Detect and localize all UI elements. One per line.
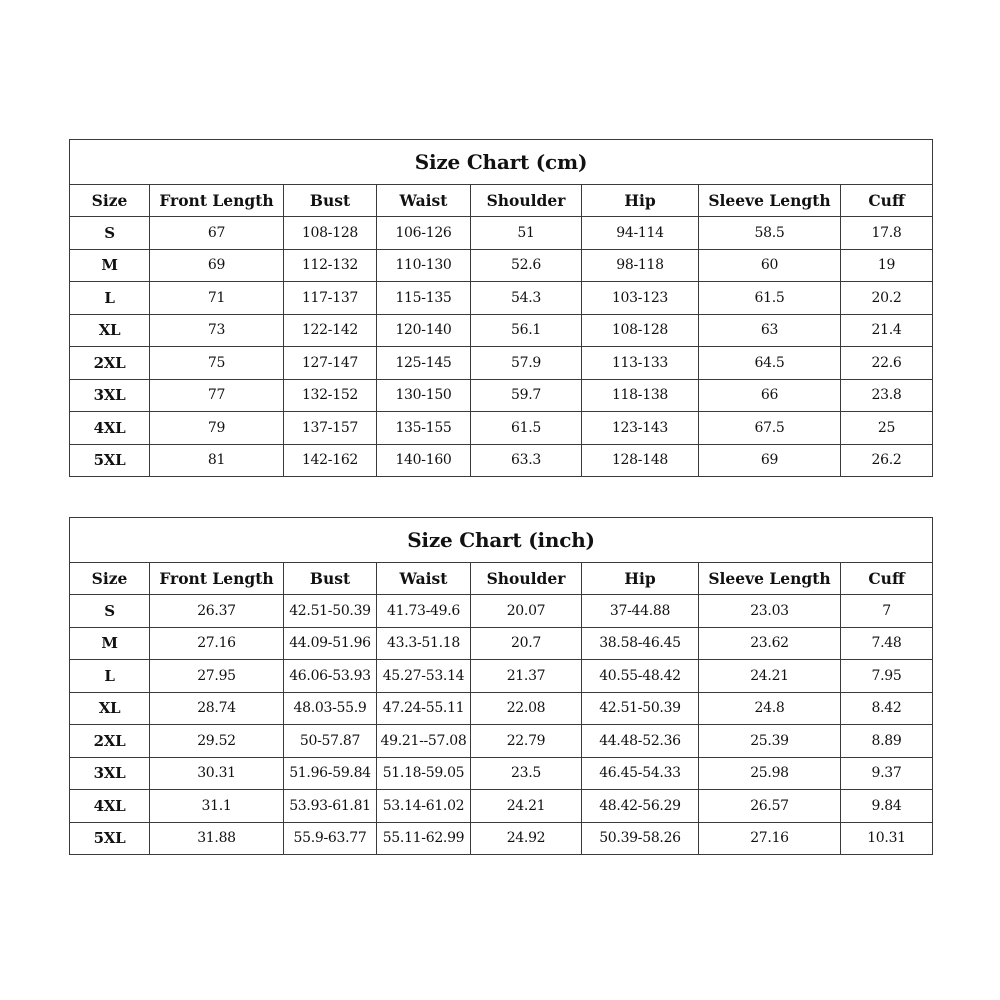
measurement-cell: 67 [150, 217, 284, 250]
table-row [70, 660, 933, 693]
measurement-cell: 8.89 [841, 725, 933, 758]
size-cell: M [70, 627, 150, 660]
measurement-cell: 31.1 [150, 790, 284, 823]
measurement-cell: 115-135 [377, 282, 471, 315]
measurement-cell: 8.42 [841, 692, 933, 725]
measurement-cell: 112-132 [284, 249, 377, 282]
measurement-cell: 53.14-61.02 [377, 790, 471, 823]
column-header: Shoulder [471, 563, 582, 595]
header-row [70, 185, 933, 217]
measurement-cell: 51 [471, 217, 582, 250]
measurement-cell: 28.74 [150, 692, 284, 725]
measurement-cell: 60 [699, 249, 841, 282]
measurement-cell: 103-123 [582, 282, 699, 315]
measurement-cell: 120-140 [377, 314, 471, 347]
measurement-cell: 37-44.88 [582, 595, 699, 628]
size-chart-inch-table [69, 517, 933, 855]
measurement-cell: 98-118 [582, 249, 699, 282]
measurement-cell: 26.57 [699, 790, 841, 823]
measurement-cell: 94-114 [582, 217, 699, 250]
table-row [70, 379, 933, 412]
measurement-cell: 38.58-46.45 [582, 627, 699, 660]
size-cell: XL [70, 314, 150, 347]
measurement-cell: 140-160 [377, 444, 471, 477]
column-header: Hip [582, 563, 699, 595]
measurement-cell: 41.73-49.6 [377, 595, 471, 628]
measurement-cell: 44.09-51.96 [284, 627, 377, 660]
measurement-cell: 20.7 [471, 627, 582, 660]
measurement-cell: 48.03-55.9 [284, 692, 377, 725]
measurement-cell: 118-138 [582, 379, 699, 412]
measurement-cell: 24.8 [699, 692, 841, 725]
measurement-cell: 52.6 [471, 249, 582, 282]
size-cell: 5XL [70, 822, 150, 855]
measurement-cell: 66 [699, 379, 841, 412]
measurement-cell: 63 [699, 314, 841, 347]
measurement-cell: 24.21 [699, 660, 841, 693]
table-row [70, 757, 933, 790]
size-cell: 4XL [70, 790, 150, 823]
measurement-cell: 142-162 [284, 444, 377, 477]
measurement-cell: 27.16 [699, 822, 841, 855]
measurement-cell: 17.8 [841, 217, 933, 250]
measurement-cell: 54.3 [471, 282, 582, 315]
measurement-cell: 77 [150, 379, 284, 412]
header-row [70, 563, 933, 595]
column-header: Sleeve Length [699, 563, 841, 595]
measurement-cell: 125-145 [377, 347, 471, 380]
measurement-cell: 132-152 [284, 379, 377, 412]
measurement-cell: 113-133 [582, 347, 699, 380]
size-cell: L [70, 282, 150, 315]
measurement-cell: 49.21--57.08 [377, 725, 471, 758]
table-row [70, 725, 933, 758]
measurement-cell: 48.42-56.29 [582, 790, 699, 823]
measurement-cell: 9.37 [841, 757, 933, 790]
column-header: Waist [377, 185, 471, 217]
measurement-cell: 50-57.87 [284, 725, 377, 758]
table-row [70, 444, 933, 477]
measurement-cell: 67.5 [699, 412, 841, 445]
table-row [70, 314, 933, 347]
table-row [70, 412, 933, 445]
column-header: Waist [377, 563, 471, 595]
measurement-cell: 53.93-61.81 [284, 790, 377, 823]
measurement-cell: 31.88 [150, 822, 284, 855]
column-header: Size [70, 563, 150, 595]
table-title: Size Chart (inch) [70, 518, 933, 563]
table-row [70, 822, 933, 855]
measurement-cell: 45.27-53.14 [377, 660, 471, 693]
measurement-cell: 25.39 [699, 725, 841, 758]
table-row [70, 282, 933, 315]
size-cell: 4XL [70, 412, 150, 445]
column-header: Cuff [841, 185, 933, 217]
size-chart-cm-table [69, 139, 933, 477]
measurement-cell: 23.5 [471, 757, 582, 790]
measurement-cell: 64.5 [699, 347, 841, 380]
measurement-cell: 46.45-54.33 [582, 757, 699, 790]
measurement-cell: 69 [150, 249, 284, 282]
measurement-cell: 61.5 [471, 412, 582, 445]
table-row [70, 627, 933, 660]
measurement-cell: 81 [150, 444, 284, 477]
measurement-cell: 46.06-53.93 [284, 660, 377, 693]
size-cell: S [70, 217, 150, 250]
table-row [70, 692, 933, 725]
measurement-cell: 59.7 [471, 379, 582, 412]
measurement-cell: 20.2 [841, 282, 933, 315]
table-row [70, 790, 933, 823]
column-header: Bust [284, 185, 377, 217]
measurement-cell: 55.9-63.77 [284, 822, 377, 855]
measurement-cell: 7.48 [841, 627, 933, 660]
measurement-cell: 43.3-51.18 [377, 627, 471, 660]
measurement-cell: 50.39-58.26 [582, 822, 699, 855]
column-header: Hip [582, 185, 699, 217]
measurement-cell: 47.24-55.11 [377, 692, 471, 725]
table-row [70, 217, 933, 250]
measurement-cell: 7 [841, 595, 933, 628]
measurement-cell: 26.2 [841, 444, 933, 477]
size-cell: L [70, 660, 150, 693]
measurement-cell: 75 [150, 347, 284, 380]
measurement-cell: 128-148 [582, 444, 699, 477]
measurement-cell: 40.55-48.42 [582, 660, 699, 693]
measurement-cell: 63.3 [471, 444, 582, 477]
table-row [70, 347, 933, 380]
size-cell: 5XL [70, 444, 150, 477]
table-body [70, 217, 933, 477]
measurement-cell: 23.03 [699, 595, 841, 628]
table-title: Size Chart (cm) [70, 140, 933, 185]
measurement-cell: 21.4 [841, 314, 933, 347]
measurement-cell: 27.16 [150, 627, 284, 660]
measurement-cell: 9.84 [841, 790, 933, 823]
size-cell: S [70, 595, 150, 628]
size-cell: 3XL [70, 379, 150, 412]
measurement-cell: 110-130 [377, 249, 471, 282]
measurement-cell: 22.6 [841, 347, 933, 380]
size-cell: XL [70, 692, 150, 725]
size-cell: 2XL [70, 725, 150, 758]
size-cell: M [70, 249, 150, 282]
measurement-cell: 58.5 [699, 217, 841, 250]
measurement-cell: 21.37 [471, 660, 582, 693]
table-body [70, 595, 933, 855]
measurement-cell: 7.95 [841, 660, 933, 693]
measurement-cell: 22.79 [471, 725, 582, 758]
measurement-cell: 56.1 [471, 314, 582, 347]
measurement-cell: 55.11-62.99 [377, 822, 471, 855]
column-header: Cuff [841, 563, 933, 595]
column-header: Bust [284, 563, 377, 595]
column-header: Front Length [150, 563, 284, 595]
measurement-cell: 27.95 [150, 660, 284, 693]
measurement-cell: 20.07 [471, 595, 582, 628]
measurement-cell: 51.18-59.05 [377, 757, 471, 790]
measurement-cell: 24.21 [471, 790, 582, 823]
measurement-cell: 42.51-50.39 [284, 595, 377, 628]
measurement-cell: 44.48-52.36 [582, 725, 699, 758]
measurement-cell: 117-137 [284, 282, 377, 315]
measurement-cell: 108-128 [284, 217, 377, 250]
measurement-cell: 22.08 [471, 692, 582, 725]
size-cell: 2XL [70, 347, 150, 380]
measurement-cell: 10.31 [841, 822, 933, 855]
measurement-cell: 26.37 [150, 595, 284, 628]
measurement-cell: 130-150 [377, 379, 471, 412]
column-header: Shoulder [471, 185, 582, 217]
measurement-cell: 69 [699, 444, 841, 477]
measurement-cell: 24.92 [471, 822, 582, 855]
measurement-cell: 25 [841, 412, 933, 445]
measurement-cell: 135-155 [377, 412, 471, 445]
column-header: Size [70, 185, 150, 217]
measurement-cell: 29.52 [150, 725, 284, 758]
measurement-cell: 61.5 [699, 282, 841, 315]
size-cell: 3XL [70, 757, 150, 790]
measurement-cell: 30.31 [150, 757, 284, 790]
table-row [70, 595, 933, 628]
measurement-cell: 123-143 [582, 412, 699, 445]
table-row [70, 249, 933, 282]
measurement-cell: 79 [150, 412, 284, 445]
measurement-cell: 122-142 [284, 314, 377, 347]
measurement-cell: 23.8 [841, 379, 933, 412]
measurement-cell: 25.98 [699, 757, 841, 790]
measurement-cell: 57.9 [471, 347, 582, 380]
measurement-cell: 137-157 [284, 412, 377, 445]
measurement-cell: 42.51-50.39 [582, 692, 699, 725]
measurement-cell: 19 [841, 249, 933, 282]
column-header: Front Length [150, 185, 284, 217]
measurement-cell: 127-147 [284, 347, 377, 380]
measurement-cell: 106-126 [377, 217, 471, 250]
measurement-cell: 23.62 [699, 627, 841, 660]
measurement-cell: 108-128 [582, 314, 699, 347]
measurement-cell: 51.96-59.84 [284, 757, 377, 790]
measurement-cell: 73 [150, 314, 284, 347]
column-header: Sleeve Length [699, 185, 841, 217]
measurement-cell: 71 [150, 282, 284, 315]
